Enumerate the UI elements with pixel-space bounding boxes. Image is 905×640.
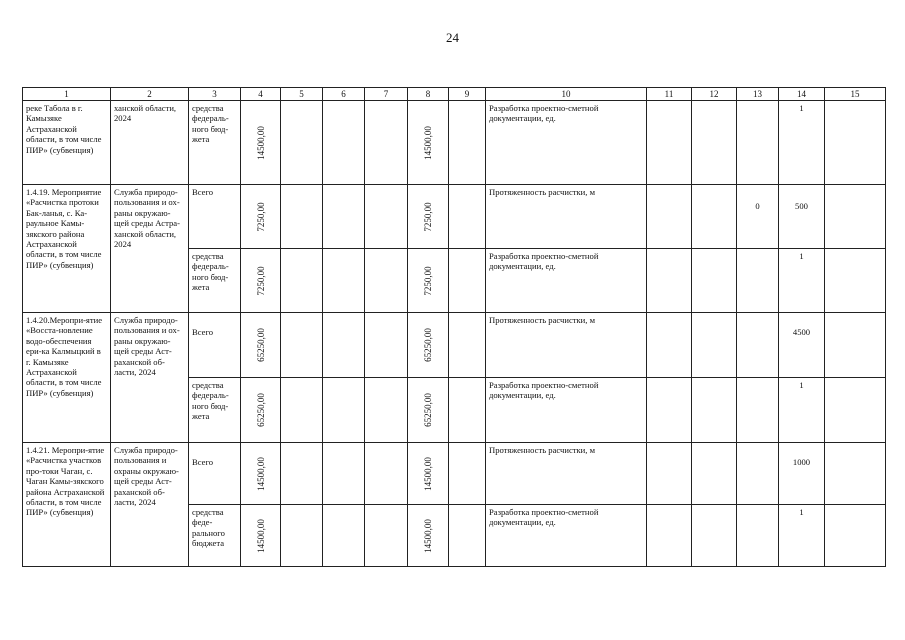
empty-cell	[281, 443, 323, 505]
empty-cell	[692, 101, 737, 185]
empty-cell	[323, 505, 365, 567]
empty-cell	[281, 505, 323, 567]
funding-source: Всего	[189, 185, 241, 249]
indicator-value: 1	[779, 249, 825, 313]
empty-cell	[692, 185, 737, 249]
funding-source: средства федераль-ного бюд-жета	[189, 378, 241, 443]
amount-value: 7250,00	[422, 201, 433, 232]
page-number: 24	[446, 30, 459, 45]
indicator-value: 500	[779, 185, 825, 249]
amount-value: 7250,00	[255, 201, 266, 232]
empty-cell	[737, 313, 779, 378]
header-cell: 9	[449, 88, 486, 101]
executor: Служба природо-пользования и ох-раны окружаю-щей среды Астра-ханской области, 2024	[111, 185, 189, 313]
amount-year	[408, 101, 449, 185]
amount-value: 14500,00	[255, 456, 266, 491]
empty-cell	[647, 443, 692, 505]
empty-cell	[365, 505, 408, 567]
header-cell: 1	[23, 88, 111, 101]
amount-value: 14500,00	[255, 518, 266, 553]
empty-cell	[365, 378, 408, 443]
header-cell: 14	[779, 88, 825, 101]
indicator-value: 1	[779, 101, 825, 185]
indicator-value: 1000	[779, 443, 825, 505]
funding-source: средства феде-рального бюджета	[189, 505, 241, 567]
empty-cell	[323, 443, 365, 505]
header-cell: 13	[737, 88, 779, 101]
empty-cell	[449, 185, 486, 249]
amount-total	[241, 249, 281, 313]
empty-cell	[323, 313, 365, 378]
measure-name: 1.4.20.Меропри-ятие «Восста-новление водо-обеспечения ери-ка Калмыцкий в г. Камызяке Астраханской области, в том числе ПИР» (субвенция)	[23, 313, 111, 443]
amount-year	[408, 505, 449, 567]
empty-cell	[737, 378, 779, 443]
empty-cell	[365, 185, 408, 249]
empty-cell	[365, 313, 408, 378]
empty-cell	[647, 249, 692, 313]
amount-value: 65250,00	[255, 328, 266, 362]
header-cell: 3	[189, 88, 241, 101]
empty-cell	[449, 313, 486, 378]
header-cell: 15	[825, 88, 886, 101]
amount-value: 14500,00	[422, 125, 433, 160]
amount-value: 65250,00	[422, 328, 433, 362]
table-row	[23, 313, 886, 378]
amount-value: 7250,00	[422, 265, 433, 296]
empty-cell	[825, 185, 886, 249]
amount-year	[408, 185, 449, 249]
empty-cell	[737, 505, 779, 567]
amount-year	[408, 443, 449, 505]
indicator-name: Разработка проектно-сметной документации, ед.	[486, 505, 647, 567]
empty-cell	[365, 249, 408, 313]
amount-value: 65250,00	[255, 393, 266, 427]
executor: Служба природо-пользования и ох-раны окружаю-щей среды Аст-раханской об-ласти, 2024	[111, 313, 189, 443]
amount-value: 65250,00	[422, 393, 433, 427]
budget-table	[22, 87, 886, 567]
measure-name: 1.4.19. Мероприятие «Расчистка протоки Бак-ланья, с. Ка-раульное Камы-зякского района Астраханской области, в том числе ПИР» (субвенция)	[23, 185, 111, 313]
empty-cell	[281, 101, 323, 185]
empty-cell	[692, 378, 737, 443]
empty-cell	[323, 249, 365, 313]
amount-total	[241, 378, 281, 443]
empty-cell	[692, 249, 737, 313]
indicator-name: Протяженность расчистки, м	[486, 185, 647, 249]
empty-cell	[449, 249, 486, 313]
table-row	[23, 443, 886, 505]
amount-value: 14500,00	[255, 125, 266, 160]
amount-value: 14500,00	[422, 456, 433, 491]
indicator-name: Разработка проектно-сметной документации, ед.	[486, 378, 647, 443]
empty-cell	[281, 185, 323, 249]
indicator-value: 4500	[779, 313, 825, 378]
empty-cell	[365, 101, 408, 185]
table-row	[23, 101, 886, 185]
header-cell: 5	[281, 88, 323, 101]
amount-total	[241, 313, 281, 378]
executor: Служба природо-пользования и охраны окружаю-щей среды Аст-раханской об-ласти, 2024	[111, 443, 189, 567]
amount-total	[241, 443, 281, 505]
funding-source: средства федераль-ного бюд-жета	[189, 249, 241, 313]
empty-cell	[449, 505, 486, 567]
empty-cell	[647, 313, 692, 378]
funding-source: Всего	[189, 313, 241, 378]
amount-year	[408, 313, 449, 378]
empty-cell	[825, 443, 886, 505]
empty-cell	[825, 313, 886, 378]
header-cell: 6	[323, 88, 365, 101]
amount-total	[241, 505, 281, 567]
header-row	[23, 88, 886, 101]
executor: ханской области, 2024	[111, 101, 189, 185]
amount-total	[241, 185, 281, 249]
empty-cell	[323, 101, 365, 185]
empty-cell	[692, 313, 737, 378]
empty-cell	[323, 185, 365, 249]
empty-cell	[737, 101, 779, 185]
empty-cell	[647, 185, 692, 249]
empty-cell	[825, 249, 886, 313]
funding-source: Всего	[189, 443, 241, 505]
indicator-name: Протяженность расчистки, м	[486, 313, 647, 378]
empty-cell	[825, 378, 886, 443]
header-cell: 10	[486, 88, 647, 101]
header-cell: 12	[692, 88, 737, 101]
empty-cell	[281, 249, 323, 313]
empty-cell	[825, 505, 886, 567]
empty-cell	[692, 443, 737, 505]
empty-cell	[323, 378, 365, 443]
measure-name: реке Табола в г. Камызяке Астраханской области, в том числе ПИР» (субвенция)	[23, 101, 111, 185]
header-cell: 8	[408, 88, 449, 101]
amount-value: 7250,00	[255, 265, 266, 296]
empty-cell	[647, 505, 692, 567]
header-cell: 4	[241, 88, 281, 101]
indicator-value: 1	[779, 378, 825, 443]
header-cell: 2	[111, 88, 189, 101]
empty-cell	[449, 443, 486, 505]
empty-cell	[737, 249, 779, 313]
empty-cell	[449, 378, 486, 443]
amount-year	[408, 378, 449, 443]
table-row	[23, 185, 886, 249]
indicator-name: Протяженность расчистки, м	[486, 443, 647, 505]
amount-value: 14500,00	[422, 518, 433, 553]
empty-cell	[825, 101, 886, 185]
empty-cell	[692, 505, 737, 567]
empty-cell	[281, 313, 323, 378]
empty-cell	[647, 378, 692, 443]
empty-cell	[647, 101, 692, 185]
header-cell: 7	[365, 88, 408, 101]
empty-cell	[737, 443, 779, 505]
measure-name: 1.4.21. Меропри-ятие «Расчистка участков про-токи Чаган, с. Чаган Камы-зякского района Астраханской области, в том числе ПИР» (субвенция)	[23, 443, 111, 567]
indicator-name: Разработка проектно-сметной документации, ед.	[486, 249, 647, 313]
indicator-name: Разработка проектно-сметной документации, ед.	[486, 101, 647, 185]
funding-source: средства федераль-ного бюд-жета	[189, 101, 241, 185]
indicator-value: 1	[779, 505, 825, 567]
amount-year	[408, 249, 449, 313]
empty-cell	[365, 443, 408, 505]
empty-cell	[449, 101, 486, 185]
empty-cell	[281, 378, 323, 443]
amount-total	[241, 101, 281, 185]
header-cell: 11	[647, 88, 692, 101]
indicator-base-value: 0	[737, 185, 779, 249]
